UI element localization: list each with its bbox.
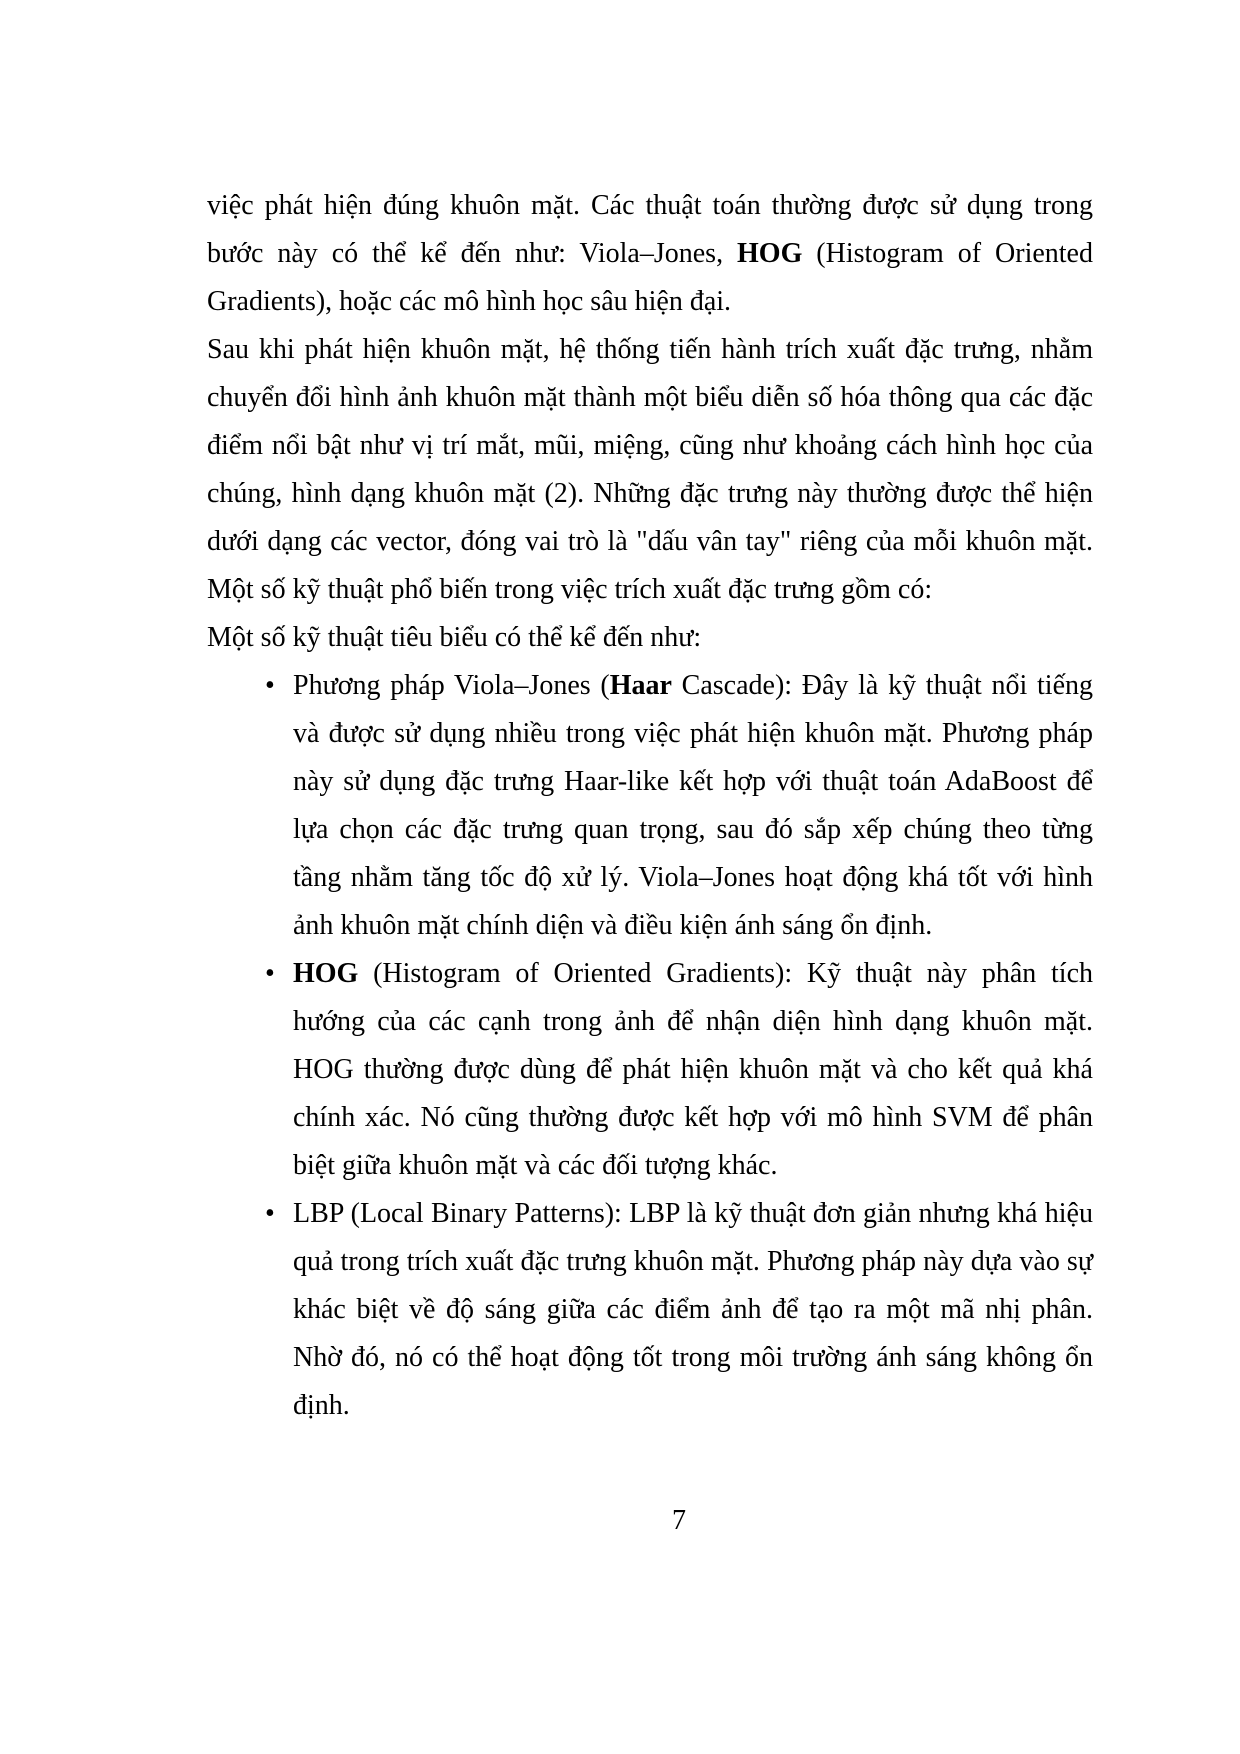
text-segment: (Histogram of Oriented Gradients), hoặc các mô hình học sâu hiện đại. [207,238,1093,317]
text-segment: Cascade): Đây là kỹ thuật nổi tiếng và được sử dụng nhiều trong việc phát hiện khuôn mặt. Phương pháp này sử dụng đặc trưng Haar-like kết hợp với thuật toán AdaBoost để lựa chọn các đặc trưng quan trọng, sau đó sắp xếp chúng theo từng tầng nhằm tăng tốc độ xử lý. Viola–Jones hoạt động khá tốt với hình ảnh khuôn mặt chính diện và điều kiện ánh sáng ổn định. [293,670,1093,941]
list-item [207,950,1093,1190]
text-segment: việc phát hiện đúng khuôn mặt. Các thuật toán thường được sử dụng trong bước này có thể kể đến như: Viola–Jones, [207,190,1093,269]
page-number: 7 [672,1505,686,1536]
list-item [207,662,1093,950]
paragraph [207,182,1093,326]
list-item [207,1190,1093,1430]
text-segment: Sau khi phát hiện khuôn mặt, hệ thống tiến hành trích xuất đặc trưng, nhằm chuyển đổi hình ảnh khuôn mặt thành một biểu diễn số hóa thông qua các đặc điểm nổi bật như vị trí mắt, mũi, miệng, cũng như khoảng cách hình học của chúng, hình dạng khuôn mặt (2). Những đặc trưng này thường được thể hiện dưới dạng các vector, đóng vai trò là "dấu vân tay" riêng của mỗi khuôn mặt. Một số kỹ thuật phổ biến trong việc trích xuất đặc trưng gồm có: [207,334,1093,605]
bullet-list [207,662,1093,1430]
text-segment: LBP (Local Binary Patterns): LBP là kỹ thuật đơn giản nhưng khá hiệu quả trong trích xuất đặc trưng khuôn mặt. Phương pháp này dựa vào sự khác biệt về độ sáng giữa các điểm ảnh để tạo ra một mã nhị phân. Nhờ đó, nó có thể hoạt động tốt trong môi trường ánh sáng không ổn định. [293,1198,1093,1421]
text-segment: (Histogram of Oriented Gradients): Kỹ thuật này phân tích hướng của các cạnh trong ảnh để nhận diện hình dạng khuôn mặt. HOG thường được dùng để phát hiện khuôn mặt và cho kết quả khá chính xác. Nó cũng thường được kết hợp với mô hình SVM để phân biệt giữa khuôn mặt và các đối tượng khác. [293,958,1093,1181]
paragraph [207,614,1093,662]
text-segment: Một số kỹ thuật tiêu biểu có thể kể đến như: [207,622,702,653]
bullet-icon: • [265,670,275,701]
text-segment: Phương pháp Viola–Jones ( [293,670,610,701]
bold-text-segment: HOG [293,958,359,989]
bullet-icon: • [265,958,275,989]
bold-text-segment: HOG [737,238,803,269]
paragraph [207,326,1093,614]
document-body [207,182,1093,1430]
bold-text-segment: Haar [609,670,672,701]
bullet-icon: • [265,1198,275,1229]
